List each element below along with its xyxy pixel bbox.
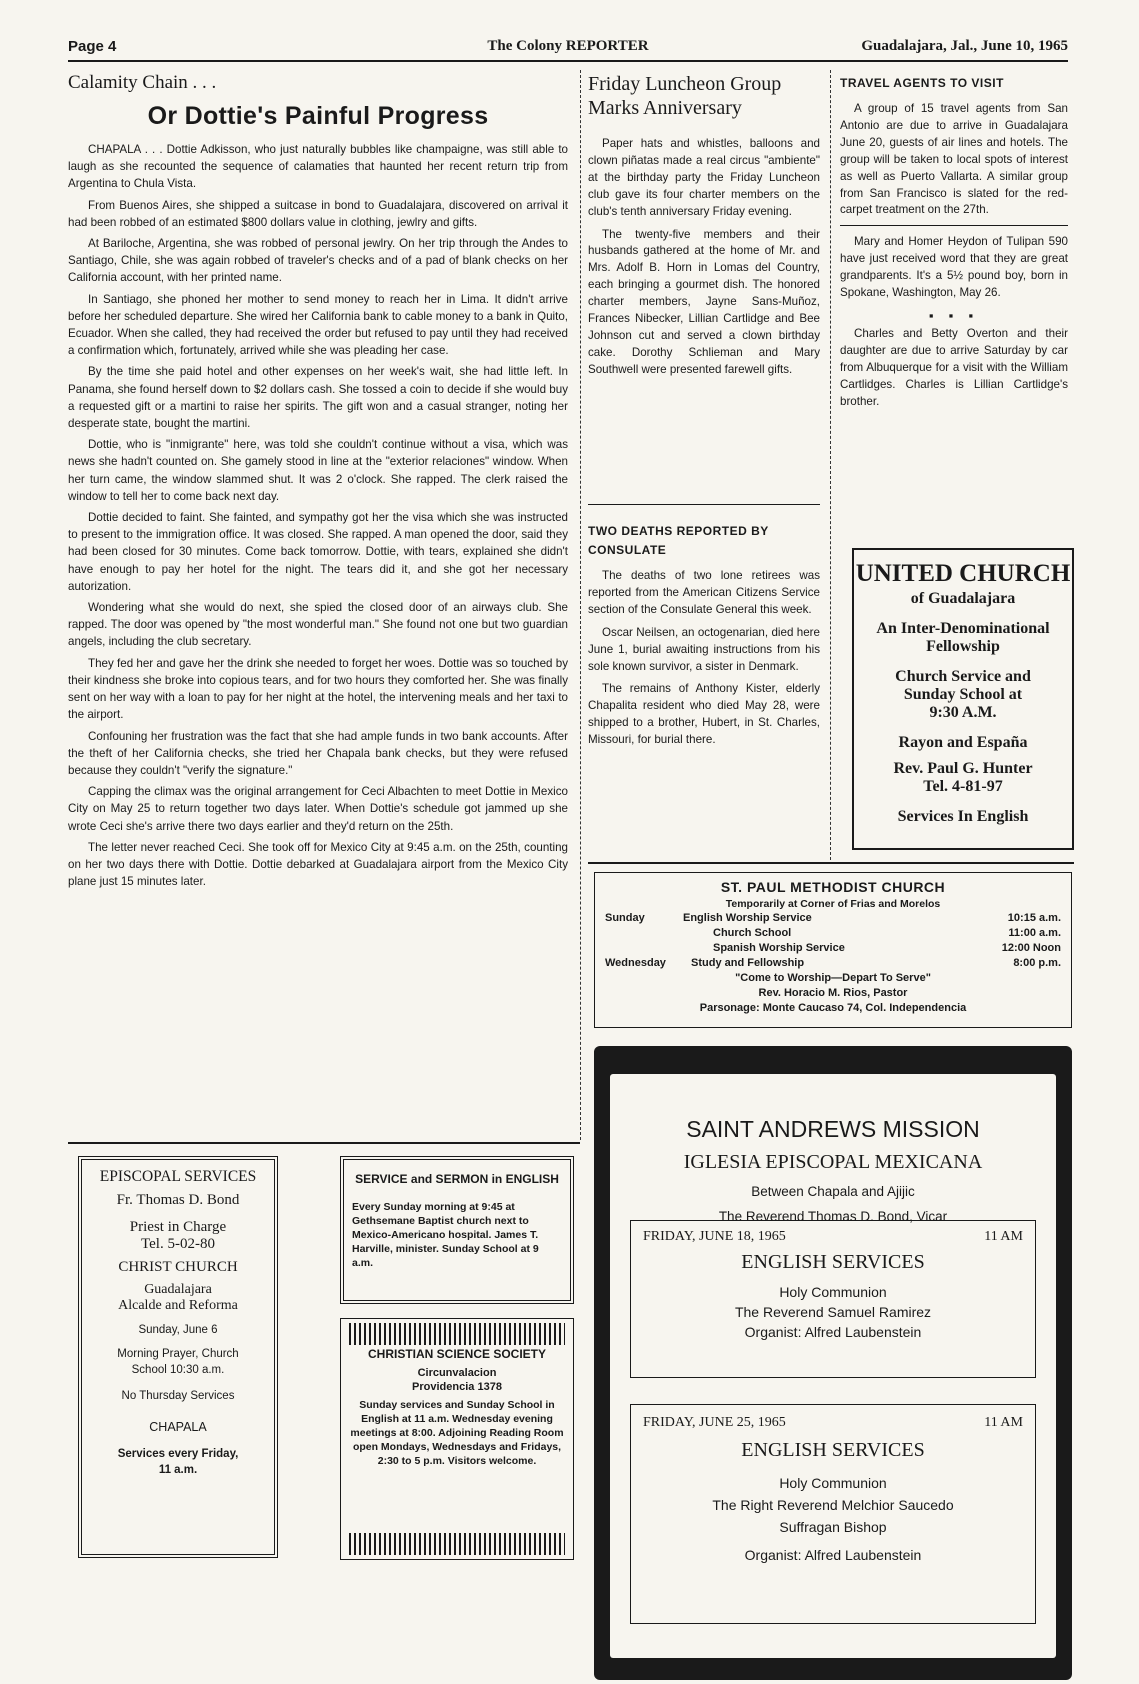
united-church-line: 9:30 A.M. — [929, 704, 997, 721]
episcopal-title: EPISCOPAL SERVICES — [99, 1168, 257, 1185]
schedule-item: Spanish Worship Service — [713, 942, 845, 954]
united-church-line: Rayon and España — [898, 734, 1028, 751]
travel-story — [840, 74, 1068, 417]
luncheon-rule — [588, 504, 820, 505]
service-time: 11 AM — [984, 1229, 1023, 1244]
story-paragraph: At Bariloche, Argentina, she was robbed of personal jewlry. On her trip through the Andes to Santiago, Chile, she was again robbed of traveler's checks and of a pad of blank checks on her California account, with her printed name. — [68, 237, 568, 285]
story-paragraph: They fed her and gave her the drink she needed to forget her woes. Dottie was so touched by their kindness she broke into copious tears, and for two hours they comforted her. She was finally sent on her way with a loan to pay for her night at the hotel, the intervening meals and her taxi to the airport. — [68, 656, 568, 722]
episcopal-line: Morning Prayer, Church — [117, 1348, 239, 1360]
main-story — [68, 72, 568, 894]
baptist-title: SERVICE and SERMON in ENGLISH — [355, 1172, 559, 1186]
st-paul-location: Temporarily at Corner of Frias and Morelos — [725, 898, 941, 910]
service-header — [643, 1229, 1023, 1245]
deaths-headline: TWO DEATHS REPORTED BY CONSULATE — [588, 524, 769, 557]
episcopal-line: 11 a.m. — [158, 1464, 198, 1476]
christian-science-ad — [340, 1318, 574, 1560]
travel-para-1: A group of 15 travel agents from San Antonio are due to arrive in Guadalajara June 20, guests of air lines and hotels. The group will be taken to local spots of interest as well as Puerto Vallarta. A similar group from San Francisco is slated for the red-carpet treatment on the 27th. — [840, 102, 1068, 217]
st-andrews-location: Between Chapala and Ajijic — [751, 1184, 915, 1199]
story-paragraph: In Santiago, she phoned her mother to send money to reach her in Lima. It didn't arrive before her scheduled departure. She wired her California bank to cable money to a bank in Quito, Ecuador. When she called, they had received the order but refused to pay until they had received a confirmation which, fortunately, arrived while she was pleading her case. — [68, 292, 568, 358]
bottom-section-rule — [68, 1142, 580, 1144]
decorative-border-bottom — [349, 1533, 565, 1555]
service-line: Organist: Alfred Laubenstein — [744, 1547, 922, 1563]
travel-headline: TRAVEL AGENTS TO VISIT — [840, 76, 1004, 90]
service-box-1 — [630, 1220, 1036, 1378]
service-date: FRIDAY, JUNE 18, 1965 — [643, 1229, 786, 1244]
st-paul-schedule — [605, 911, 1061, 971]
episcopal-line: School 10:30 a.m. — [131, 1364, 225, 1376]
decorative-border-top — [349, 1323, 565, 1345]
baptist-body: Every Sunday morning at 9:45 at Gethsemane Baptist church next to Mexico-Americano hospital. James T. Harville, minister. Sunday School at 9 a.m. — [352, 1201, 539, 1269]
story-paragraph: By the time she paid hotel and other expenses on her week's wait, she had little left. In Panama, she found herself down to $2 dollars cash. She tossed a coin to decide if she would buy a requested gift or a martini to raise her spirits. The gift won and a casual stranger, noting her desperate state, bought the martini. — [68, 365, 568, 431]
story-paragraph: CHAPALA . . . Dottie Adkisson, who just naturally bubbles like champaigne, was still able to laugh as she recounted the sequence of calamaties that haunted her recent return trip from Argentina to Chula Vista. — [68, 143, 568, 191]
luncheon-paragraph: Paper hats and whistles, balloons and clown piñatas made a real circus "ambiente" at the birthday party the Friday Luncheon club gave its four charter members on the club's tenth anniversary Friday evening. — [588, 137, 820, 218]
service-line: Suffragan Bishop — [779, 1519, 887, 1535]
service-time: 11 AM — [984, 1415, 1023, 1430]
united-church-city: of Guadalajara — [910, 590, 1016, 607]
masthead-title: The Colony REPORTER — [487, 38, 649, 54]
united-church-line: Church Service and — [895, 668, 1031, 685]
story-paragraph: Confouning her frustration was the fact that she had ample funds in two bank accounts. After the theft of her California checks, she tried her Chapala bank checks, but they were refused because they couldn't "verify the signature." — [68, 729, 568, 777]
story-kicker: Calamity Chain . . . — [68, 72, 217, 93]
column-divider — [580, 70, 581, 1140]
schedule-time: 11:00 a.m. — [1008, 927, 1061, 939]
united-church-line: Fellowship — [926, 638, 1000, 655]
united-church-ad — [852, 548, 1074, 850]
st-paul-ad — [594, 872, 1072, 1028]
service-line: Organist: Alfred Laubenstein — [744, 1324, 922, 1340]
luncheon-headline: Friday Luncheon Group Marks Anniversary — [588, 73, 782, 119]
service-title: ENGLISH SERVICES — [741, 1439, 925, 1461]
service-title: ENGLISH SERVICES — [741, 1251, 925, 1273]
schedule-row — [605, 926, 1061, 941]
schedule-time: 8:00 p.m. — [1013, 957, 1061, 969]
service-date: FRIDAY, JUNE 25, 1965 — [643, 1415, 786, 1430]
story-paragraph: The letter never reached Ceci. She took off for Mexico City at 9:45 a.m. on the 25th, counting on her two days there with Dottie. Dottie debarked at Guadalajara airport from the Mexico City plane just 15 minutes later. — [68, 840, 568, 889]
schedule-item: English Worship Service — [683, 912, 812, 924]
luncheon-story — [588, 72, 820, 385]
luncheon-body — [588, 136, 820, 379]
travel-rule — [840, 225, 1068, 226]
episcopal-line: Priest in Charge — [129, 1219, 227, 1235]
episcopal-line: Guadalajara — [144, 1282, 212, 1297]
header-rule — [68, 60, 1068, 62]
baptist-ad — [340, 1156, 574, 1304]
story-paragraph: Dottie decided to faint. She fainted, and sympathy got her the visa which she was instructed to present to the immigration office. It was closed. She rapped. A man opened the door, said they had been closed for 30 minutes. Come back tomorrow. Dottie, with tears, explained she didn't have enough to pay her hotel for the night. The tears did it, and she got her necessary autorization. — [68, 511, 568, 593]
episcopal-line: Services every Friday, — [117, 1448, 239, 1460]
episcopal-line: Tel. 5-02-80 — [141, 1236, 215, 1252]
schedule-time: 10:15 a.m. — [1007, 912, 1061, 924]
travel-para-3: Charles and Betty Overton and their daughter are due to arrive Saturday by car from Albuquerque for a visit with the William Cartlidges. Charles is Lillian Cartlidge's brother. — [840, 326, 1068, 408]
schedule-item: Church School — [713, 927, 792, 939]
deaths-paragraph: The remains of Anthony Kister, elderly Chapalita resident who died May 28, were shipped to a brother, Hubert, in St. Charles, Missouri, for burial there. — [588, 682, 820, 747]
united-church-line: An Inter-Denominational — [876, 620, 1050, 637]
deaths-body — [588, 568, 820, 749]
service-line: Holy Communion — [779, 1475, 887, 1491]
service-line: The Reverend Samuel Ramirez — [734, 1304, 932, 1320]
story-paragraph: From Buenos Aires, she shipped a suitcase in bond to Guadalajara, discovered on arrival it had been robbed of an estimated $800 dollars value in clothing, jewlry and gifts. — [68, 198, 568, 229]
united-church-line: Services In English — [897, 808, 1029, 825]
united-church-line: Sunday School at — [903, 686, 1023, 703]
page-header — [68, 38, 1068, 60]
deaths-paragraph: Oscar Neilsen, an octogenarian, died here June 1, burial awaiting instructions from his sole known survivor, a sister in Denmark. — [588, 625, 820, 673]
story-body — [68, 141, 568, 890]
cs-title: CHRISTIAN SCIENCE SOCIETY — [367, 1347, 547, 1361]
st-andrews-subtitle: IGLESIA EPISCOPAL MEXICANA — [683, 1151, 983, 1173]
united-church-line: Rev. Paul G. Hunter — [893, 760, 1033, 777]
section-rule — [588, 862, 1074, 864]
page-number: Page 4 — [68, 38, 117, 55]
travel-para-2: Mary and Homer Heydon of Tulipan 590 have just received word that they are great grandparents. It's a 5½ pound boy, born in Spokane, Washington, May 26. — [840, 235, 1068, 300]
story-paragraph: Capping the climax was the original arrangement for Ceci Albachten to meet Dottie in Mexico City on May 25 to return together two days later. When Dottie's schedule got jammed up she wrote Ceci she's arrive there two days earlier and they'd return on the 25th. — [68, 785, 568, 833]
service-line: Holy Communion — [779, 1284, 887, 1300]
story-paragraph: Wondering what she would do next, she spied the closed door of an airways club. She rapped. The door was opened by "the most wonderful man." She found not one but two guardian angels, including the club secretary. — [68, 601, 568, 649]
st-paul-motto: "Come to Worship—Depart To Serve" — [735, 972, 931, 984]
story-headline: Or Dottie's Painful Progress — [147, 102, 489, 130]
st-paul-pastor: Rev. Horacio M. Rios, Pastor — [758, 987, 908, 999]
day-label: Sunday — [605, 912, 645, 924]
cs-address: Providencia 1378 — [412, 1381, 502, 1393]
day-label: Wednesday — [605, 957, 666, 969]
schedule-row — [605, 941, 1061, 956]
cs-address: Circunvalacion — [417, 1367, 497, 1379]
episcopal-ad — [78, 1156, 278, 1558]
st-paul-parsonage: Parsonage: Monte Caucaso 74, Col. Independencia — [699, 1002, 967, 1014]
episcopal-line: Alcalde and Reforma — [118, 1298, 238, 1313]
episcopal-line: Fr. Thomas D. Bond — [116, 1192, 240, 1208]
episcopal-line: CHAPALA — [149, 1420, 207, 1434]
service-line: The Right Reverend Melchior Saucedo — [712, 1497, 954, 1513]
service-box-2 — [630, 1404, 1036, 1624]
st-andrews-vicar: The Reverend Thomas D. Bond, Vicar — [718, 1209, 948, 1224]
story-paragraph: Dottie, who is "inmigrante" here, was told she couldn't continue without a visa, which was news she hadn't counted on. She gamely stood in line at the "exterior relaciones" window. When her turn came, the window slammed shut. It was 2 o'clock. She rapped. The clerk raised the window to tell her to come back next day. — [68, 438, 568, 503]
dingbat-separator: ▪ ▪ ▪ — [928, 307, 980, 323]
schedule-row — [605, 911, 1061, 926]
united-church-title: UNITED CHURCH — [855, 560, 1071, 587]
schedule-item: Study and Fellowship — [691, 957, 805, 969]
schedule-time: 12:00 Noon — [1001, 942, 1061, 954]
st-andrews-ad — [594, 1046, 1072, 1680]
cs-body: Sunday services and Sunday School in English at 11 a.m. Wednesday evening meetings at 8:00. Adjoining Reading Room open Mondays, Wednesdays and Fridays, 2:30 to 5 p.m. Visitors welcome. — [350, 1399, 564, 1467]
deaths-story — [588, 522, 820, 755]
united-church-line: Tel. 4-81-97 — [923, 778, 1003, 795]
deaths-paragraph: The deaths of two lone retirees was reported from the American Citizens Service section of the Consulate General this week. — [588, 569, 820, 616]
st-andrews-title: SAINT ANDREWS MISSION — [686, 1116, 980, 1142]
service-header — [643, 1415, 1023, 1431]
dateline: Guadalajara, Jal., June 10, 1965 — [861, 38, 1068, 54]
st-andrews-inner — [610, 1074, 1056, 1658]
schedule-row — [605, 956, 1061, 971]
episcopal-line: No Thursday Services — [121, 1390, 235, 1402]
column-divider-2 — [830, 70, 831, 860]
st-paul-title: ST. PAUL METHODIST CHURCH — [720, 879, 946, 895]
luncheon-paragraph: The twenty-five members and their husbands gathered at the home of Mr. and Mrs. Adolf B. Horn in Lomas del Country, each bringing a gourmet dish. The honored charter members, Jayne Sans-Muñoz, Frances Nibecker, Lillian Cartlidge and Bee Johnson cut and served a clown birthday cake. Dorothy Schlieman and Mary Southwell were presented farewell gifts. — [588, 227, 820, 376]
episcopal-line: Sunday, June 6 — [138, 1324, 218, 1336]
episcopal-line: CHRIST CHURCH — [118, 1259, 238, 1275]
